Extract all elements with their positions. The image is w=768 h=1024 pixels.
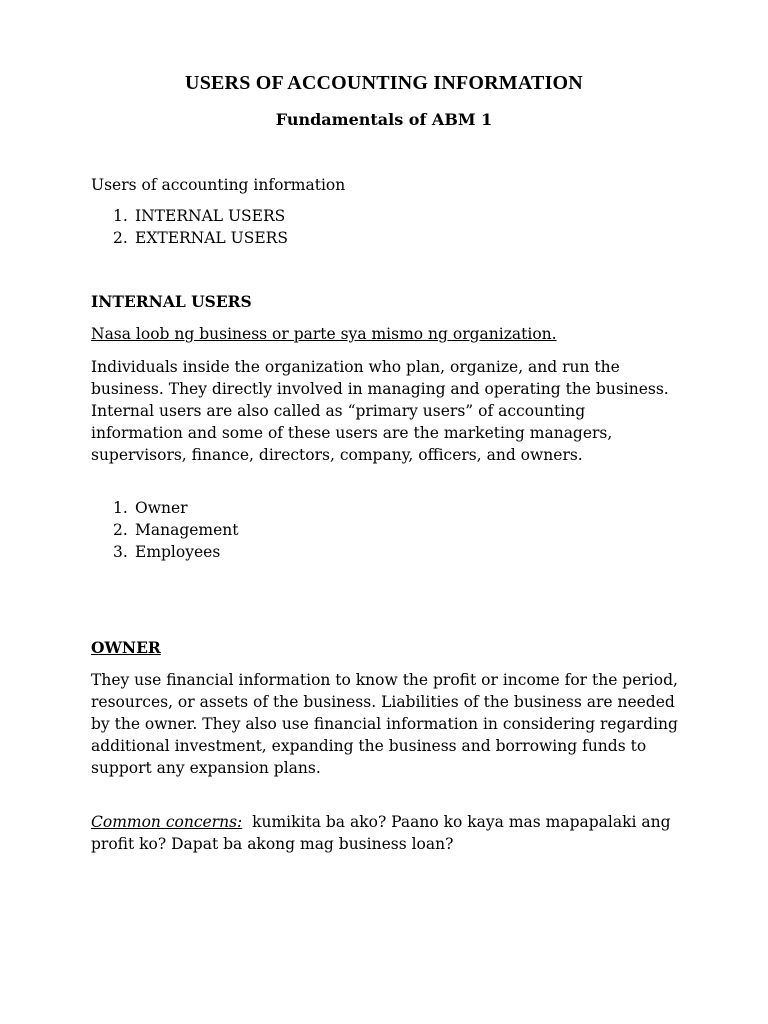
intro-text: Users of accounting information xyxy=(91,176,346,194)
list-label: EXTERNAL USERS xyxy=(135,229,288,247)
list-number: 1. xyxy=(113,207,128,225)
common-concerns-text: kumikita ba ako? Paano ko kaya mas mapapalaki ang profit ko? Dapat ba akong mag business loan? xyxy=(91,813,671,853)
owner-paragraph: They use financial information to know the profit or income for the period, resources, or assets of the business. Liabilities of the business are needed by the owner. They also use financial information in considering regarding additional investment, expanding the business and borrowing funds to support any expansion plans. xyxy=(91,671,678,777)
list-item xyxy=(113,497,188,519)
internal-users-heading: INTERNAL USERS xyxy=(91,292,252,311)
list-item xyxy=(113,227,288,249)
list-item xyxy=(113,205,285,227)
common-concerns xyxy=(91,811,681,855)
list-number: 2. xyxy=(113,229,128,247)
internal-users-note: Nasa loob ng business or parte sya mismo ng organization. xyxy=(91,325,557,343)
list-number: 3. xyxy=(113,543,128,561)
list-number: 2. xyxy=(113,521,128,539)
list-label: Employees xyxy=(135,543,221,561)
list-item xyxy=(113,519,239,541)
document-title: USERS OF ACCOUNTING INFORMATION xyxy=(185,72,583,94)
list-label: Management xyxy=(135,521,239,539)
list-item xyxy=(113,541,220,563)
internal-users-paragraph: Individuals inside the organization who plan, organize, and run the business. They directly involved in managing and operating the business. Internal users are also called as “primary users” of accounting information and some of these users are the marketing managers, supervisors, finance, directors, company, officers, and owners. xyxy=(91,358,669,464)
list-number: 1. xyxy=(113,499,128,517)
list-label: INTERNAL USERS xyxy=(135,207,286,225)
list-label: Owner xyxy=(135,499,188,517)
document-subtitle: Fundamentals of ABM 1 xyxy=(275,110,493,129)
owner-heading: OWNER xyxy=(91,638,161,657)
common-concerns-label: Common concerns: xyxy=(91,813,243,831)
